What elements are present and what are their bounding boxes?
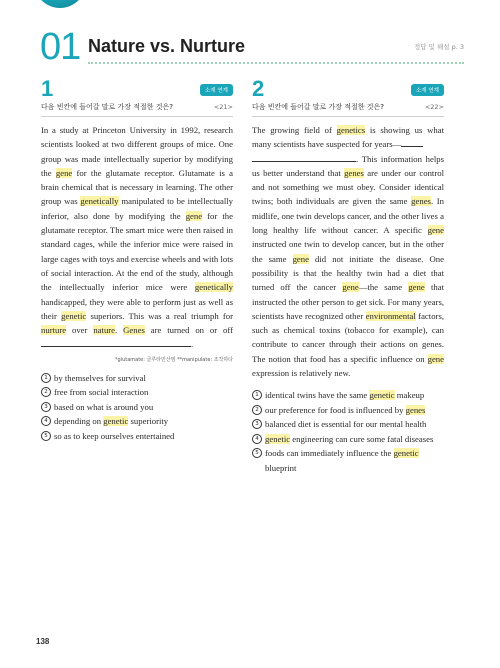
option-text: free from social interaction (54, 387, 149, 398)
answer-option[interactable] (41, 414, 233, 429)
answer-option[interactable] (252, 403, 444, 418)
question-code: <21> (213, 103, 233, 111)
highlighted-word: nurture (41, 325, 67, 336)
highlighted-word: genetic (61, 310, 87, 321)
corner-decoration (34, 0, 86, 8)
highlighted-word: genetically (194, 282, 233, 293)
highlighted-word: genetic (103, 416, 129, 427)
footnote: *glutamate: 글루타민산염 **manipulate: 조작하다 (115, 356, 233, 363)
answer-options (252, 388, 444, 475)
answer-option[interactable] (41, 385, 233, 400)
highlighted-word: gene (408, 282, 425, 293)
question-prompt (41, 102, 233, 117)
highlighted-word: gene (55, 167, 73, 178)
highlighted-word: gene (427, 225, 444, 236)
option-text: balanced diet is essential for our mental health (265, 419, 427, 430)
answer-blank (41, 337, 191, 347)
question-header (252, 78, 444, 100)
option-number: 2 (252, 405, 262, 415)
option-number: 1 (252, 390, 262, 400)
question-code: <22> (424, 103, 444, 111)
question-header (41, 78, 233, 100)
highlighted-word: nature (93, 325, 116, 336)
option-text: depending on genetic superiority (54, 416, 169, 427)
option-number: 5 (41, 431, 51, 441)
answer-reference: 정답 및 해설 p. 3 (414, 43, 464, 51)
option-number: 1 (41, 373, 51, 383)
highlighted-word: genes (405, 404, 426, 415)
option-number: 3 (41, 402, 51, 412)
answer-options (41, 371, 233, 444)
highlighted-word: gene (185, 210, 203, 221)
option-text: foods can immediately influence the genetic blueprint (265, 448, 419, 473)
topic-badge: 소재 연계 (200, 84, 233, 96)
highlighted-word: Genes (123, 325, 145, 336)
page-number: 138 (36, 637, 50, 646)
highlighted-word: gene (292, 253, 309, 264)
prompt-text: 다음 빈칸에 들어갈 말로 가장 적절한 것은? (41, 103, 174, 111)
answer-option[interactable] (41, 400, 233, 415)
highlighted-word: genetics (336, 125, 366, 135)
option-number: 3 (252, 419, 262, 429)
answer-option[interactable] (252, 432, 444, 447)
question-prompt (252, 102, 444, 117)
highlighted-word: genetic (393, 448, 419, 459)
answer-option[interactable] (252, 417, 444, 432)
highlighted-word: gene (427, 353, 444, 364)
option-number: 4 (41, 416, 51, 426)
highlighted-word: genetic (265, 433, 291, 444)
answer-option[interactable] (252, 446, 444, 475)
answer-blank (252, 152, 356, 162)
prompt-text: 다음 빈칸에 들어갈 말로 가장 적절한 것은? (252, 103, 385, 111)
option-number: 2 (41, 387, 51, 397)
answer-option[interactable] (41, 429, 233, 444)
option-number: 4 (252, 434, 262, 444)
highlighted-word: gene (342, 282, 359, 293)
answer-option[interactable] (41, 371, 233, 386)
passage: The growing field of genetics is showing us what many scientists have suspected for years— . This information helps us better understand that genes are under our control and not something we must obey. Consider identical twins; both individuals are given the same genes. In midlife, one twin develops cancer, and the other lives a long healthy life without cancer. A specific gene instructed one twin to develop cancer, but in the other the same gene did not initiate the disease. One possibility is that the healthy twin had a diet that turned off the cancer gene—the same gene that instructed the other person to get sick. For many years, scientists have recognized other environmental factors, such as chemical toxins (tobacco for example), can contribute to cancer through their actions on genes. The notion that food has a specific influence on gene expression is relatively new. (252, 125, 444, 379)
highlighted-word: genes (411, 196, 431, 207)
question-number: 2 (252, 76, 265, 101)
question-number: 1 (41, 76, 54, 101)
option-text: so as to keep ourselves entertained (54, 430, 175, 441)
answer-blank (401, 137, 423, 147)
unit-number: 01 (40, 26, 81, 68)
passage: In a study at Princeton University in 1992, research scientists looked at two different groups of mice. One group was made intellectually superior by modifying the gene for the glutamate receptor. Glutamate is a brain chemical that is necessary in learning. The other group was genetically manipulated to be intellectually inferior, also done by modifying the gene for the glutamate receptor. The smart mice were then raised in standard cages, while the inferior mice were raised in large cages with toys and exercise wheels and with lots of social interaction. At the end of the study, although the intellectually inferior mice were genetically handicapped, they were able to perform just as well as their genetic superiors. This was a real triumph for nurture over nature. Genes are turned on or off . (41, 125, 234, 350)
option-number: 5 (252, 448, 262, 458)
option-text: identical twins have the same genetic makeup (265, 390, 425, 401)
topic-badge: 소재 연계 (411, 84, 444, 96)
option-text: by themselves for survival (54, 372, 146, 383)
highlighted-word: genes (344, 167, 364, 178)
option-text: our preference for food is influenced by genes (265, 404, 426, 415)
answer-option[interactable] (252, 388, 444, 403)
question-1 (41, 78, 233, 443)
unit-title: Nature vs. Nurture (88, 36, 246, 56)
highlighted-word: genetically (80, 196, 119, 207)
header-divider (88, 62, 464, 64)
highlighted-word: environmental (365, 310, 416, 321)
option-text: genetic engineering can cure some fatal diseases (265, 433, 434, 444)
option-text: based on what is around you (54, 401, 154, 412)
highlighted-word: genetic (369, 390, 395, 401)
question-2 (252, 78, 444, 475)
